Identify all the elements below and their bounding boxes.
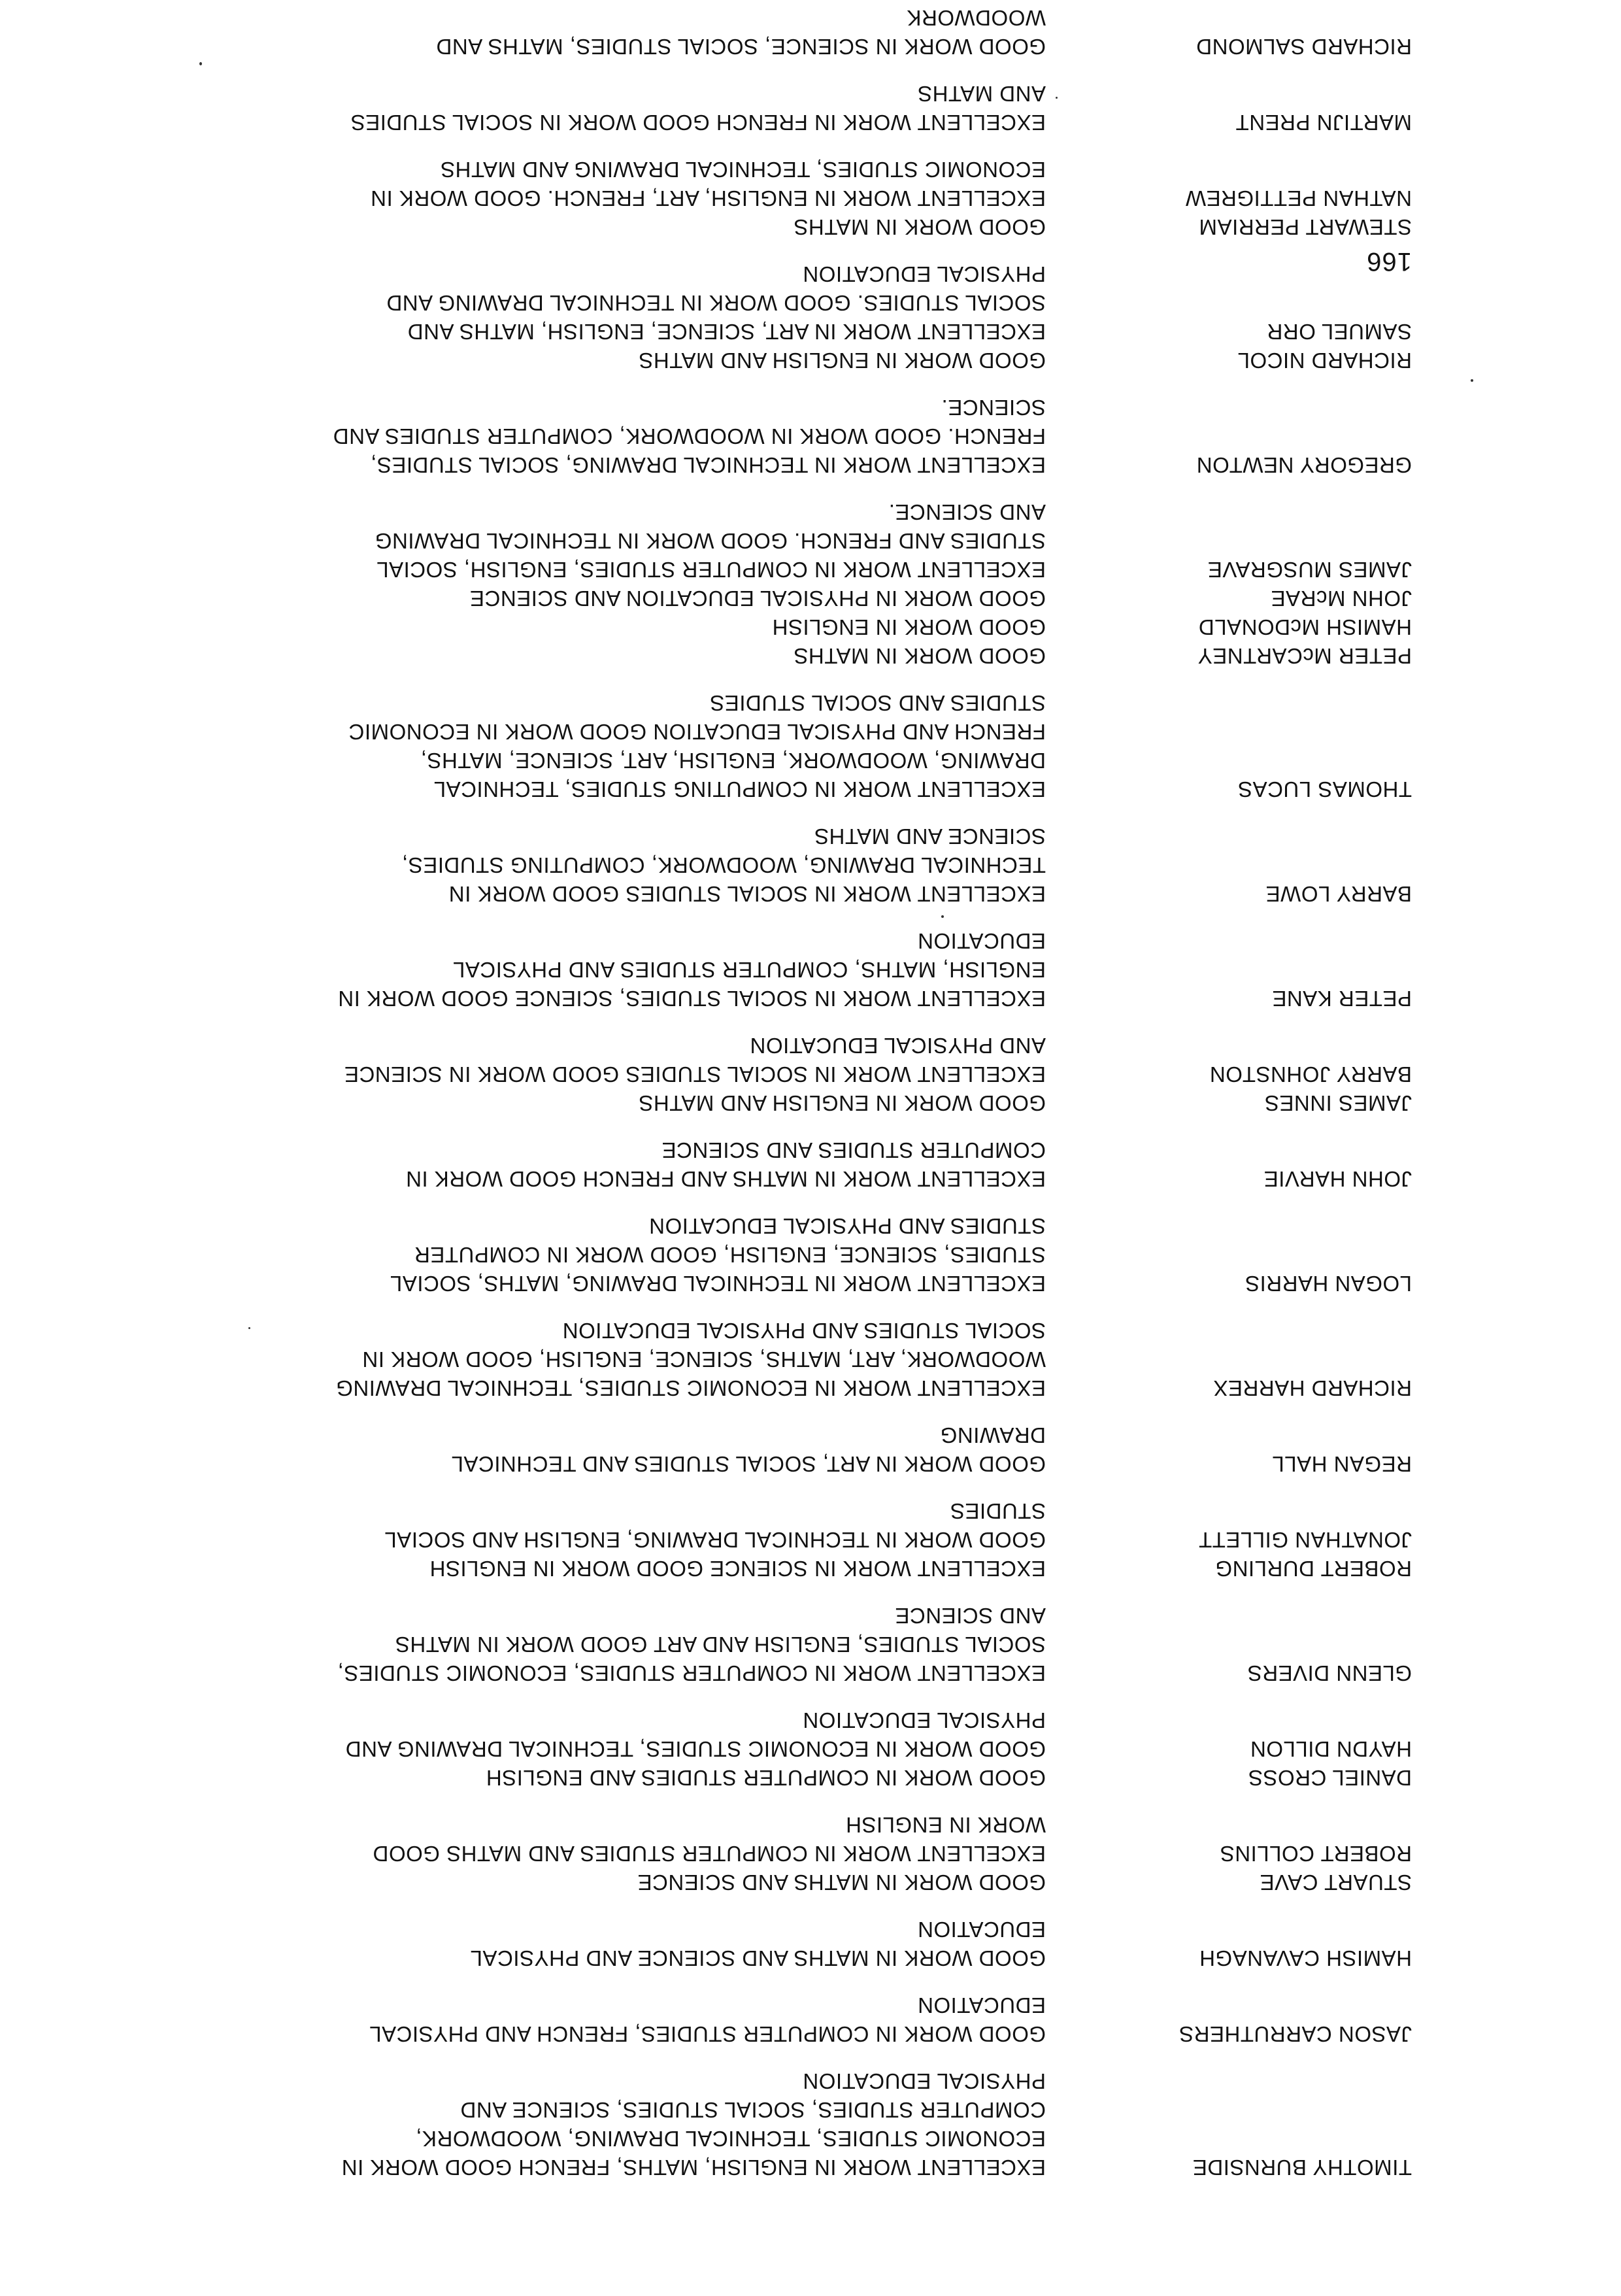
commendation-line: GOOD WORK IN ENGLISH [772,615,1046,639]
commendation-line: AND PHYSICAL EDUCATION [750,1034,1046,1058]
commendation-text [261,1031,1046,1117]
student-entry [170,1136,1412,1193]
student-names [1046,879,1412,908]
student-name: BARRY JOHNSTON [1209,1062,1412,1087]
student-entry [170,1496,1412,1583]
commendation-line: EXCELLENT WORK IN MATHS AND FRENCH GOOD WORK IN [405,1167,1046,1191]
student-names [1046,775,1412,803]
student-names [1046,184,1412,241]
scan-speck [1471,379,1473,382]
student-entry [170,1031,1412,1117]
student-name: PETER KANE [1271,987,1412,1011]
commendation-line: STUDIES AND PHYSICAL EDUCATION [648,1214,1046,1238]
student-entry [170,1991,1412,2048]
student-entry [170,2067,1412,2182]
commendation-text [261,1421,1046,1478]
commendation-line: GOOD WORK IN PHYSICAL EDUCATION AND SCIENCE [469,586,1046,611]
student-entry [170,1211,1412,1298]
student-entry [170,822,1412,908]
student-entry [170,1421,1412,1478]
student-name: BARRY LOWE [1265,882,1412,906]
student-names [1046,1374,1412,1402]
student-entry [170,393,1412,479]
student-name: ROBERT DURLING [1214,1557,1412,1581]
commendation-line: GOOD WORK IN COMPUTER STUDIES, FRENCH AND PHYSICAL [369,2022,1046,2046]
student-names [1046,1525,1412,1583]
student-name: HAMISH McDONALD [1198,615,1412,639]
student-name: JAMES MUSGRAVE [1207,558,1412,582]
commendation-text [261,926,1046,1013]
commendation-line: EXCELLENT WORK IN ECONOMIC STUDIES, TECHNICAL DRAWING [335,1376,1046,1400]
scan-speck [1056,97,1058,99]
commendation-line: EDUCATION [917,1993,1046,2017]
student-names [1046,984,1412,1013]
commendation-line: EXCELLENT WORK IN SOCIAL STUDIES GOOD WORK IN [448,882,1046,906]
student-name: GLENN DIVERS [1247,1661,1412,1685]
student-entry [170,498,1412,670]
student-names [1046,108,1412,137]
student-name: REGAN HALL [1271,1452,1412,1476]
student-names [1046,1839,1412,1897]
commendation-text [261,1136,1046,1193]
commendation-text [261,260,1046,375]
commendation-line: STUDIES, SCIENCE, ENGLISH, GOOD WORK IN COMPUTER [414,1243,1046,1267]
commendation-line: SOCIAL STUDIES, ENGLISH AND ART GOOD WORK IN MATHS [395,1632,1046,1657]
commendation-line: EXCELLENT WORK IN SCIENCE GOOD WORK IN ENGLISH [429,1557,1046,1581]
commendation-line: SOCIAL STUDIES. GOOD WORK IN TECHNICAL DRAWING AND [386,291,1046,315]
commendation-line: PHYSICAL EDUCATION [802,262,1046,286]
commendation-line: COMPUTER STUDIES, SOCIAL STUDIES, SCIENCE AND [460,2098,1046,2122]
commendation-line: EXCELLENT WORK IN ART, SCIENCE, ENGLISH, MATHS AND [407,320,1046,344]
student-name: JONATHAN GILLETT [1198,1528,1412,1552]
student-names [1046,1449,1412,1478]
student-names [1046,2019,1412,2048]
commendation-line: STUDIES AND FRENCH. GOOD WORK IN TECHNICAL DRAWING [375,529,1046,553]
commendation-text [261,1915,1046,1972]
commendation-line: TECHNICAL DRAWING, WOODWORK, COMPUTING STUDIES, [401,853,1046,877]
commendation-text [261,2067,1046,2182]
student-name: HAYDN DILLON [1250,1737,1412,1761]
commendation-line: EDUCATION [917,929,1046,953]
student-name: MARTIJN PRENT [1235,110,1412,135]
commendation-line: GOOD WORK IN TECHNICAL DRAWING, ENGLISH AND SOCIAL [384,1528,1046,1552]
commendation-line: EXCELLENT WORK IN TECHNICAL DRAWING, SOCIAL STUDIES, [370,453,1046,477]
commendation-line: SCIENCE AND MATHS [814,824,1046,849]
commendation-text [261,1810,1046,1897]
commendation-text [261,1496,1046,1583]
commendation-line: EXCELLENT WORK IN COMPUTER STUDIES AND MATHS GOOD [373,1842,1046,1866]
commendation-line: EXCELLENT WORK IN COMPUTER STUDIES, ENGLISH, SOCIAL [376,558,1046,582]
commendation-text [261,393,1046,479]
commendation-line: ECONOMIC STUDIES, TECHNICAL DRAWING, WOODWORK, [415,2127,1046,2151]
commendation-line: AND SCIENCE. [888,500,1046,524]
commendation-text [261,1211,1046,1298]
commendation-line: EXCELLENT WORK IN ENGLISH, MATHS, FRENCH GOOD WORK IN [341,2155,1046,2180]
student-name: ROBERT COLLINS [1220,1842,1412,1866]
commendation-text [261,1316,1046,1402]
commendation-line: EXCELLENT WORK IN SOCIAL STUDIES, SCIENCE GOOD WORK IN [337,987,1046,1011]
student-entry [170,688,1412,803]
page-number: 166 [1366,247,1412,276]
commendation-line: PHYSICAL EDUCATION [802,2069,1046,2093]
commendation-line: EXCELLENT WORK IN COMPUTING STUDIES, TECHNICAL [433,777,1046,802]
commendation-line: AND SCIENCE [894,1604,1046,1628]
commendation-line: WOODWORK [907,6,1046,30]
student-name: PETER McCARTNEY [1197,644,1412,668]
commendation-line: ECONOMIC STUDIES, TECHNICAL DRAWING AND MATHS [440,158,1046,182]
commendation-line: STUDIES AND SOCIAL STUDIES [709,691,1046,715]
student-name: GREGORY NEWTON [1196,453,1412,477]
commendation-text [261,688,1046,803]
commendation-line: GOOD WORK IN MATHS AND SCIENCE AND PHYSICAL [470,1946,1046,1970]
student-entry [170,926,1412,1013]
student-name: HAMISH CAVANAGH [1199,1946,1412,1970]
commendation-line: WORK IN ENGLISH [845,1813,1046,1837]
commendation-line: AND MATHS [917,82,1046,106]
student-name: STUART CAVE [1260,1870,1412,1895]
student-names [1046,1060,1412,1117]
commendation-text [261,498,1046,670]
commendation-text [261,1706,1046,1792]
student-names [1046,555,1412,670]
student-name: TIMOTHY BURNSIDE [1192,2155,1412,2180]
student-name: JAMES INNES [1264,1091,1412,1115]
student-names [1046,450,1412,479]
scan-speck [248,1327,250,1329]
student-names [1046,317,1412,375]
student-name: DANIEL CROSS [1248,1766,1412,1790]
commendation-line: GOOD WORK IN SCIENCE, SOCIAL STUDIES, MATHS AND [436,35,1046,59]
commendation-line: COMPUTER STUDIES AND SCIENCE [661,1138,1046,1162]
commendation-line: STUDIES [950,1499,1046,1523]
commendation-line: DRAWING [940,1423,1046,1447]
student-name: RICHARD SALMOND [1195,35,1412,59]
commendation-line: EXCELLENT WORK IN COMPUTER STUDIES, ECONOMIC STUDIES, [337,1661,1046,1685]
commendation-line: ENGLISH, MATHS, COMPUTER STUDIES AND PHYSICAL [452,958,1046,982]
student-names [1046,32,1412,61]
student-names [1046,1269,1412,1298]
commendation-text [261,3,1046,61]
commendation-text [261,155,1046,241]
student-entry [170,1601,1412,1687]
commendation-line: GOOD WORK IN ENGLISH AND MATHS [638,348,1046,373]
student-name: STEWART PERRIAM [1199,215,1412,239]
commendation-line: GOOD WORK IN MATHS [793,644,1046,668]
commendation-line: SCIENCE. [941,396,1046,420]
scan-speck [941,915,944,918]
scan-speck [199,62,202,65]
student-entry [170,1706,1412,1792]
student-entry [170,1810,1412,1897]
student-commendation-list [170,0,1412,2182]
commendation-line: GOOD WORK IN MATHS AND SCIENCE [637,1870,1046,1895]
student-entry [170,155,1412,241]
student-name: RICHARD NICOL [1237,348,1412,373]
commendation-line: WOODWORK, ART, MATHS, SCIENCE, ENGLISH, GOOD WORK IN [361,1347,1046,1372]
commendation-line: DRAWING, WOODWORK, ENGLISH, ART, SCIENCE, MATHS, [420,749,1046,773]
commendation-line: FRENCH. GOOD WORK IN WOODWORK, COMPUTER STUDIES AND [333,424,1046,448]
student-names [1046,2153,1412,2182]
commendation-line: EXCELLENT WORK IN TECHNICAL DRAWING, MATHS, SOCIAL [390,1272,1046,1296]
commendation-line: GOOD WORK IN COMPUTER STUDIES AND ENGLISH [486,1766,1046,1790]
student-name: RICHARD HARREX [1212,1376,1412,1400]
commendation-text [261,822,1046,908]
student-entry [170,79,1412,137]
student-entry [170,1316,1412,1402]
commendation-text [261,1601,1046,1687]
student-names [1046,1659,1412,1687]
student-entry [170,1915,1412,1972]
student-name: LOGAN HARRIS [1245,1272,1412,1296]
commendation-line: EXCELLENT WORK IN ENGLISH, ART, FRENCH. GOOD WORK IN [370,186,1046,211]
commendation-line: EDUCATION [917,1917,1046,1942]
student-name: JASON CARRUTHERS [1178,2022,1412,2046]
commendation-line: FRENCH AND PHYSICAL EDUCATION GOOD WORK IN ECONOMIC [348,720,1046,744]
commendation-line: GOOD WORK IN ENGLISH AND MATHS [638,1091,1046,1115]
student-entry [170,3,1412,61]
student-names [1046,1164,1412,1193]
commendation-line: GOOD WORK IN ECONOMIC STUDIES, TECHNICAL DRAWING AND [345,1737,1046,1761]
commendation-text [261,1991,1046,2048]
student-name: NATHAN PETTIGREW [1185,186,1412,211]
student-names [1046,1734,1412,1792]
commendation-line: SOCIAL STUDIES AND PHYSICAL EDUCATION [562,1319,1046,1343]
commendation-text [261,79,1046,137]
commendation-line: GOOD WORK IN MATHS [793,215,1046,239]
commendation-line: EXCELLENT WORK IN SOCIAL STUDIES GOOD WORK IN SCIENCE [344,1062,1046,1087]
student-name: SAMUEL ORR [1267,320,1412,344]
commendation-line: PHYSICAL EDUCATION [802,1708,1046,1732]
student-name: JOHN McRAE [1271,586,1412,611]
commendation-line: EXCELLENT WORK IN FRENCH GOOD WORK IN SOCIAL STUDIES [350,110,1046,135]
student-name: JOHN HARVIE [1263,1167,1412,1191]
student-name: THOMAS LUCAS [1237,777,1412,802]
student-names [1046,1944,1412,1972]
commendation-line: GOOD WORK IN ART, SOCIAL STUDIES AND TECHNICAL [451,1452,1046,1476]
student-entry [170,260,1412,375]
